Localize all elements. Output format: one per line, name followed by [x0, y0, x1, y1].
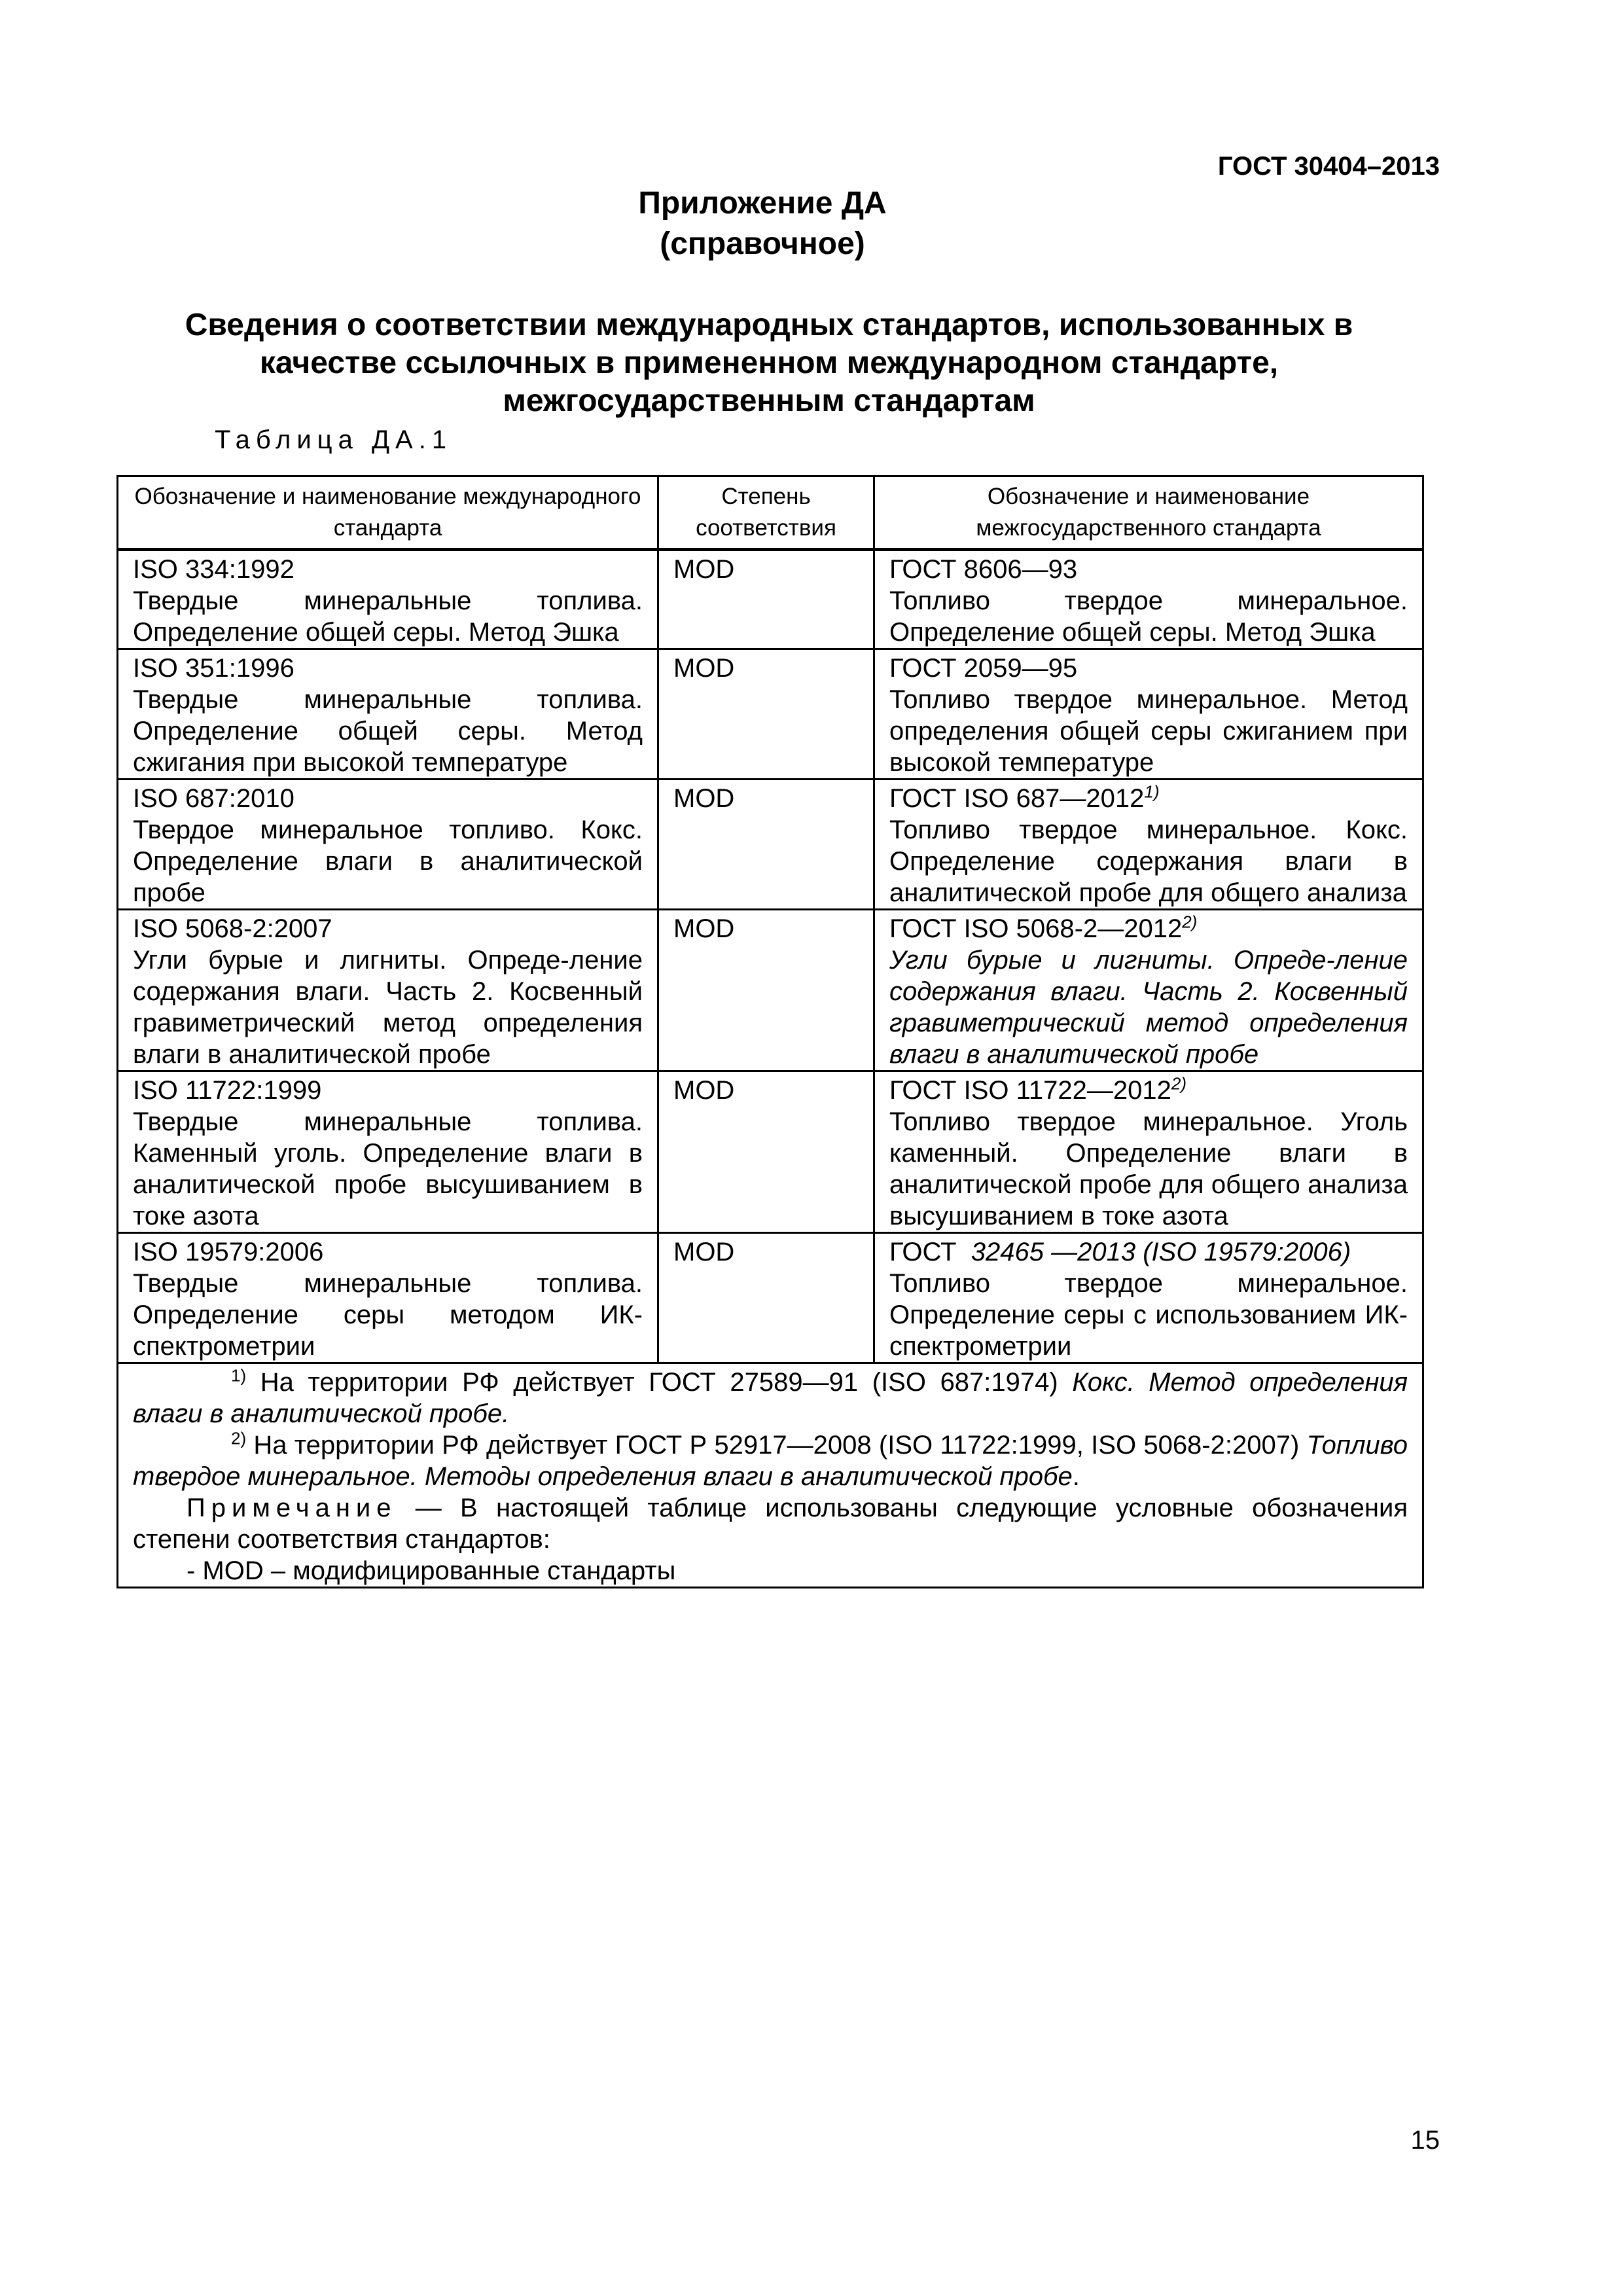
gost-code: ГОСТ ISO 11722—2012$^{2)}$	[889, 1073, 1187, 1105]
gost-name: Топливо твердое минеральное. Определение общей серы. Метод Эшка	[889, 586, 1408, 647]
footnote-mark: 2)	[231, 1428, 247, 1448]
table-row	[118, 649, 1423, 780]
table-notes-cell	[118, 1363, 1423, 1588]
intl-code: ISO 687:2010	[133, 784, 294, 813]
footnote-2: $^{2)}$ На территории РФ действует ГОСТ Р 52917—2008 (ISO 11722:1999, ISO 5068-2:2007) Топливо твердое минеральное. Методы определения влаги в аналитической пробе.	[133, 1428, 1408, 1491]
footnote-1: $^{1)}$ На территории РФ действует ГОСТ 27589—91 (ISO 687:1974) Кокс. Метод определения влаги в аналитической пробе.	[133, 1365, 1408, 1428]
intl-code: ISO 334:1992	[133, 555, 294, 584]
intl-code: ISO 11722:1999	[133, 1076, 322, 1105]
degree-cell: MOD	[658, 1233, 874, 1363]
intl-standard-cell	[118, 1071, 658, 1233]
degree-cell: MOD	[658, 550, 874, 649]
gost-code: ГОСТ 32465 —2013 (ISO 19579:2006)	[889, 1238, 1351, 1266]
intl-name: Угли бурые и лигниты. Опреде-ление содержания влаги. Часть 2. Косвенный гравиметрический метод определения влаги в аналитической пробе	[133, 946, 643, 1069]
appendix-title-block	[0, 183, 1525, 264]
page-number: 15	[1410, 2126, 1440, 2155]
table-row	[118, 550, 1423, 649]
appendix-subtitle: (справочное)	[660, 226, 865, 261]
table-notes-row	[118, 1363, 1423, 1588]
table-row	[118, 780, 1423, 910]
header-gost-standard: Обозначение и наименование межгосударственного стандарта	[874, 476, 1423, 550]
appendix-title: Приложение ДА	[638, 186, 887, 221]
intl-standard-cell	[118, 649, 658, 780]
intl-name: Твердые минеральные топлива. Определение общей серы. Метод Эшка	[133, 586, 643, 647]
footnote-mark: 2)	[1182, 912, 1198, 932]
table-header-row	[118, 476, 1423, 550]
gost-standard-cell	[874, 1071, 1423, 1233]
intl-standard-cell	[118, 550, 658, 649]
heading-line: качестве ссылочных в примененном международном стандарте,	[259, 346, 1279, 380]
footnote-mark: 1)	[231, 1365, 247, 1386]
degree-cell: MOD	[658, 649, 874, 780]
intl-name: Твердые минеральные топлива. Определение серы методом ИК-спектрометрии	[133, 1269, 643, 1361]
heading-line: Сведения о соответствии международных стандартов, использованных в	[185, 308, 1353, 342]
gost-name: Топливо твердое минеральное. Кокс. Определение содержания влаги в аналитической пробе для общего анализа	[889, 816, 1408, 907]
intl-code: ISO 351:1996	[133, 654, 294, 683]
gost-name: Топливо твердое минеральное. Метод определения общей серы сжиганием при высокой температуре	[889, 685, 1408, 777]
gost-standard-cell	[874, 649, 1423, 780]
intl-name: Твердые минеральные топлива. Каменный уголь. Определение влаги в аналитической пробе высушиванием в токе азота	[133, 1107, 643, 1230]
footnote-mark: 1)	[1144, 781, 1160, 802]
intl-code: ISO 5068-2:2007	[133, 914, 332, 943]
gost-code: ГОСТ 2059—95	[889, 654, 1078, 683]
gost-name: Топливо твердое минеральное. Определение серы с использованием ИК-спектрометрии	[889, 1269, 1408, 1361]
intl-standard-cell	[118, 1233, 658, 1363]
table-row	[118, 910, 1423, 1071]
section-heading	[151, 306, 1387, 420]
document-id: ГОСТ 30404–2013	[1217, 152, 1440, 181]
table-row	[118, 1233, 1423, 1363]
gost-name: Топливо твердое минеральное. Уголь каменный. Определение влаги в аналитической пробе для общего анализа высушиванием в токе азота	[889, 1107, 1408, 1230]
table-row	[118, 1071, 1423, 1233]
degree-cell: MOD	[658, 780, 874, 910]
intl-standard-cell	[118, 780, 658, 910]
standards-table	[116, 475, 1424, 1588]
gost-code: ГОСТ ISO 687—2012$^{1)}$	[889, 781, 1160, 813]
note-label: Примечание	[187, 1494, 397, 1522]
header-intl-standard: Обозначение и наименование международного стандарта	[118, 476, 658, 550]
intl-name: Твердые минеральные топлива. Определение общей серы. Метод сжигания при высокой температуре	[133, 685, 643, 777]
gost-standard-cell	[874, 910, 1423, 1071]
gost-standard-cell	[874, 1233, 1423, 1363]
intl-code: ISO 19579:2006	[133, 1238, 324, 1266]
heading-line: межгосударственным стандартам	[503, 384, 1035, 418]
degree-cell: MOD	[658, 1071, 874, 1233]
intl-name: Твердое минеральное топливо. Кокс. Определение влаги в аналитической пробе	[133, 816, 643, 907]
gost-name: Угли бурые и лигниты. Опреде-ление содержания влаги. Часть 2. Косвенный гравиметрический метод определения влаги в аналитической пробе	[889, 946, 1408, 1069]
header-degree: Степень соответствия	[658, 476, 874, 550]
intl-standard-cell	[118, 910, 658, 1071]
gost-standard-cell	[874, 780, 1423, 910]
gost-standard-cell	[874, 550, 1423, 649]
degree-cell: MOD	[658, 910, 874, 1071]
table-note-item: - MOD – модифицированные стандарты	[187, 1556, 676, 1585]
gost-code: ГОСТ ISO 5068-2—2012$^{2)}$	[889, 912, 1198, 943]
table-note: Примечание — В настоящей таблице использованы следующие условные обозначения степени соответствия стандартов:	[133, 1494, 1408, 1554]
gost-code: ГОСТ 8606—93	[889, 555, 1078, 584]
table-label: Таблица ДА.1	[215, 425, 453, 454]
footnote-mark: 2)	[1171, 1073, 1187, 1094]
